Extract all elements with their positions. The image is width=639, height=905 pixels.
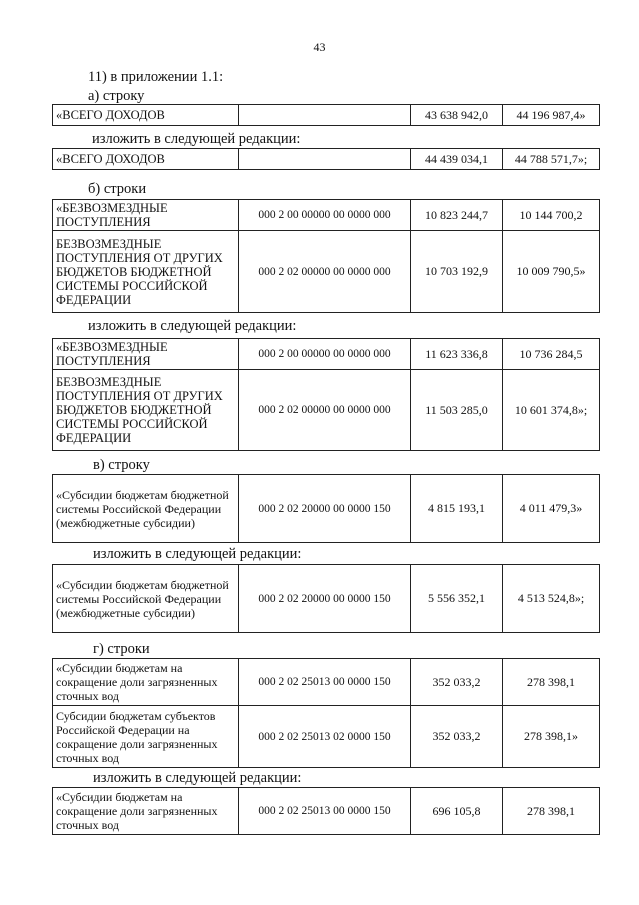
row-name: Субсидии бюджетам субъектов Российской Федерации на сокращение доли загрязненных сточных вод [53,706,239,768]
row-value-2: 10 601 374,8»; [503,370,600,451]
table-row [53,149,600,170]
row-name: БЕЗВОЗМЕЗДНЫЕ ПОСТУПЛЕНИЯ ОТ ДРУГИХ БЮДЖЕТОВ БЮДЖЕТНОЙ СИСТЕМЫ РОССИЙСКОЙ ФЕДЕРАЦИИ [53,231,239,313]
row-value-1: 5 556 352,1 [411,565,503,633]
row-value-1: 696 105,8 [411,788,503,835]
table-row [53,370,600,451]
row-code [239,149,411,170]
row-value-1: 352 033,2 [411,706,503,768]
row-value-2: 278 398,1 [503,788,600,835]
row-code: 000 2 02 00000 00 0000 000 [239,231,411,313]
section-v-old-table [52,474,600,543]
row-code: 000 2 02 20000 00 0000 150 [239,475,411,543]
row-value-1: 352 033,2 [411,659,503,706]
section-v-edit-label: изложить в следующей редакции: [93,546,302,562]
amendment-heading: 11) в приложении 1.1: [88,69,224,85]
section-b-label: б) строки [88,181,147,197]
section-g-label: г) строки [93,641,150,657]
row-value-1: 11 503 285,0 [411,370,503,451]
row-code: 000 2 02 25013 02 0000 150 [239,706,411,768]
section-b-old-table [52,199,600,313]
row-value-2: 278 398,1 [503,659,600,706]
section-a-old-table [52,104,600,126]
row-code: 000 2 02 20000 00 0000 150 [239,565,411,633]
row-value-2: 4 513 524,8»; [503,565,600,633]
row-code [239,105,411,126]
row-name: «ВСЕГО ДОХОДОВ [53,105,239,126]
row-code: 000 2 02 25013 00 0000 150 [239,659,411,706]
table-row [53,105,600,126]
table-row [53,565,600,633]
section-g-edit-label: изложить в следующей редакции: [93,770,302,786]
section-g-new-table [52,787,600,835]
row-value-2: 278 398,1» [503,706,600,768]
row-value-2: 44 196 987,4» [503,105,600,126]
section-v-label: в) строку [93,457,150,473]
row-name: «Субсидии бюджетам на сокращение доли загрязненных сточных вод [53,788,239,835]
row-value-2: 10 736 284,5 [503,339,600,370]
row-value-2: 4 011 479,3» [503,475,600,543]
row-name: БЕЗВОЗМЕЗДНЫЕ ПОСТУПЛЕНИЯ ОТ ДРУГИХ БЮДЖЕТОВ БЮДЖЕТНОЙ СИСТЕМЫ РОССИЙСКОЙ ФЕДЕРАЦИИ [53,370,239,451]
row-value-1: 10 823 244,7 [411,200,503,231]
row-value-2: 10 009 790,5» [503,231,600,313]
table-row [53,659,600,706]
row-name: «Субсидии бюджетам на сокращение доли загрязненных сточных вод [53,659,239,706]
section-b-edit-label: изложить в следующей редакции: [88,318,297,334]
row-name: «БЕЗВОЗМЕЗДНЫЕ ПОСТУПЛЕНИЯ [53,200,239,231]
row-value-2: 10 144 700,2 [503,200,600,231]
row-name: «Субсидии бюджетам бюджетной системы Российской Федерации (межбюджетные субсидии) [53,475,239,543]
section-v-new-table [52,564,600,633]
table-row [53,788,600,835]
row-name: «БЕЗВОЗМЕЗДНЫЕ ПОСТУПЛЕНИЯ [53,339,239,370]
section-a-new-table [52,148,600,170]
row-name: «Субсидии бюджетам бюджетной системы Российской Федерации (межбюджетные субсидии) [53,565,239,633]
row-code: 000 2 02 00000 00 0000 000 [239,370,411,451]
section-g-old-table [52,658,600,768]
section-a-edit-label: изложить в следующей редакции: [92,131,301,147]
row-value-1: 44 439 034,1 [411,149,503,170]
table-row [53,475,600,543]
section-a-label: а) строку [88,88,145,104]
row-value-1: 4 815 193,1 [411,475,503,543]
row-code: 000 2 00 00000 00 0000 000 [239,339,411,370]
row-value-1: 10 703 192,9 [411,231,503,313]
table-row [53,200,600,231]
page-number: 43 [313,40,326,54]
row-name: «ВСЕГО ДОХОДОВ [53,149,239,170]
table-row [53,706,600,768]
row-value-1: 43 638 942,0 [411,105,503,126]
table-row [53,339,600,370]
row-value-1: 11 623 336,8 [411,339,503,370]
table-row [53,231,600,313]
row-code: 000 2 00 00000 00 0000 000 [239,200,411,231]
row-value-2: 44 788 571,7»; [503,149,600,170]
row-code: 000 2 02 25013 00 0000 150 [239,788,411,835]
section-b-new-table [52,338,600,451]
